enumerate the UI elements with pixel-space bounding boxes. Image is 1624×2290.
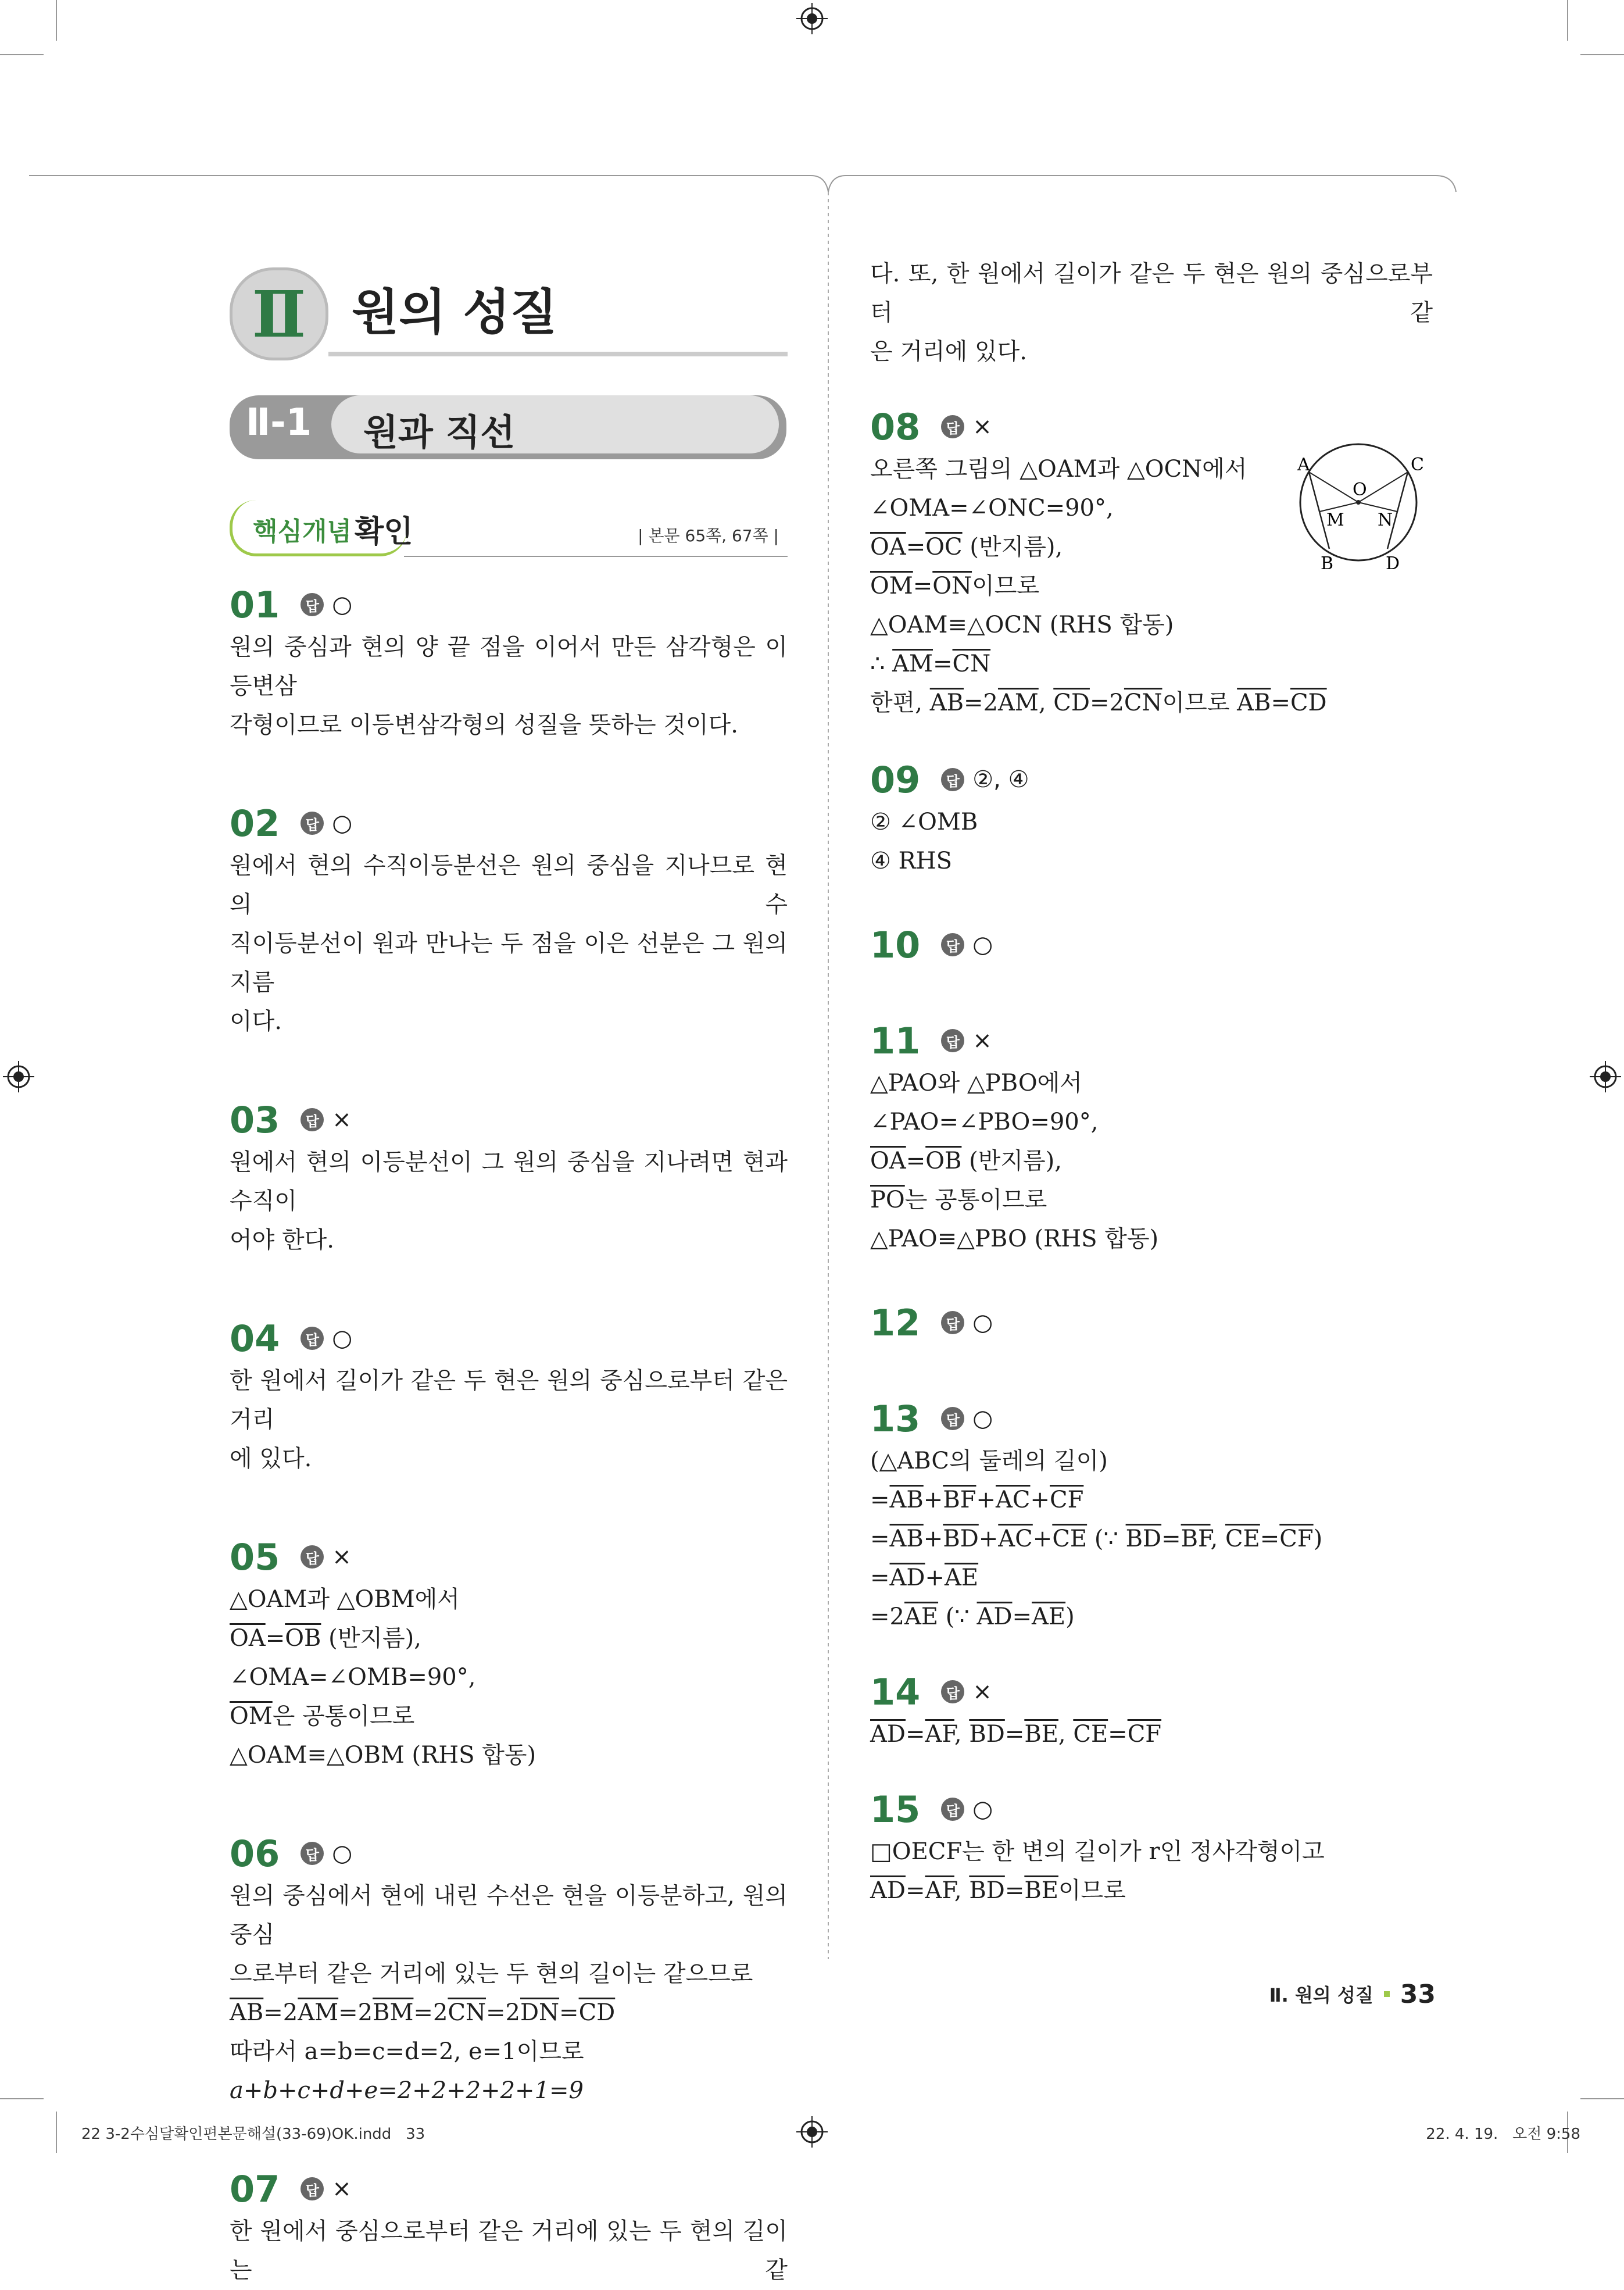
answer-value: ○: [972, 1796, 993, 1823]
concept-label: [230, 500, 790, 558]
chapter-title: 원의 성질: [352, 284, 557, 341]
figure-label: N: [1378, 510, 1393, 530]
answer-value: ○: [332, 1840, 353, 1867]
crop-mark: [1567, 0, 1568, 41]
crop-mark: [0, 54, 44, 55]
figure-label: M: [1326, 510, 1344, 530]
answer: [941, 1678, 992, 1705]
answer-value: ○: [332, 591, 353, 618]
answer: [301, 1325, 352, 1352]
answer: [941, 413, 992, 440]
question-number: 03: [230, 1098, 280, 1141]
answer: [941, 931, 993, 958]
text-line: $=\overline{AD}+\overline{AE}$: [870, 1564, 979, 1591]
answer: [941, 1405, 993, 1432]
answer-badge-icon: 답: [941, 415, 964, 438]
question-number: 12: [870, 1301, 921, 1344]
concept-label-main: 핵심개념: [253, 517, 352, 546]
text-line: ∠OMA=∠ONC=90°,: [870, 495, 1114, 521]
left-column: [230, 581, 788, 2290]
answer: [301, 1544, 352, 1570]
question-number: 07: [230, 2167, 280, 2210]
chapter-header: [230, 267, 790, 360]
text-line: a+b+c+d+e=2+2+2+2+1=9: [230, 2077, 584, 2104]
answer: [941, 1796, 993, 1823]
text-line: $\overline{AD}=\overline{AF}$, $\overline{BD}=\overline{BE}$이므로: [870, 1877, 1126, 1904]
answer: [941, 766, 1029, 793]
answer-badge-icon: 답: [301, 1108, 324, 1131]
page-number: 33: [1400, 1979, 1436, 2009]
text-line: 원에서 현의 수직이등분선은 원의 중심을 지나므로 현의 수: [230, 852, 788, 918]
question-number: 04: [230, 1317, 280, 1360]
crop-mark: [1580, 54, 1624, 55]
answer-badge-icon: 답: [301, 1842, 324, 1865]
crop-mark: [0, 2098, 44, 2099]
text-line: 오른쪽 그림의 △OAM과 △OCN에서: [870, 456, 1247, 483]
question-number: 10: [870, 923, 921, 966]
answer: [301, 1106, 352, 1133]
text-line: △PAO와 △PBO에서: [870, 1070, 1082, 1096]
answer-badge-icon: 답: [941, 933, 964, 956]
question-number: 06: [230, 1832, 280, 1875]
text-line: $\overline{AD}=\overline{AF}$, $\overline{BD}=\overline{BE}$, $\overline{CE}=\overline{CF}$: [870, 1721, 1162, 1748]
question-10: [870, 921, 1433, 968]
answer: [301, 810, 352, 837]
answer: [301, 2175, 352, 2202]
crop-mark: [56, 0, 57, 41]
answer-badge-icon: 답: [301, 812, 324, 835]
circle-figure: [1286, 438, 1437, 572]
question-14: [870, 1669, 1433, 1754]
answer-badge-icon: 답: [941, 1407, 964, 1430]
question-13: [870, 1395, 1433, 1637]
text-line: $\overline{PO}$는 공통이므로: [870, 1187, 1047, 1213]
right-column: [870, 255, 1433, 1910]
text-line: △OAM≡△OCN (RHS 합동): [870, 612, 1174, 638]
answer-value: ②, ④: [972, 766, 1029, 793]
text-line: $\overline{OM}=\overline{ON}$이므로: [870, 573, 1039, 599]
question-number: 13: [870, 1397, 921, 1440]
text-line: 원에서 현의 이등분선이 그 원의 중심을 지나려면 현과 수직이: [230, 1149, 788, 1214]
answer-badge-icon: 답: [301, 593, 324, 616]
section-code: Ⅱ-1: [246, 401, 312, 444]
answer-value: ×: [332, 1544, 352, 1570]
text-line: 다. 또, 한 원에서 길이가 같은 두 현은 원의 중심으로부터 같: [870, 260, 1433, 326]
question-11: [870, 1017, 1433, 1259]
question-06: [230, 1830, 788, 2110]
footer-chapter: Ⅱ. 원의 성질: [1269, 1984, 1373, 2006]
concept-label-sub: 확인: [355, 515, 413, 549]
section-bar: [230, 395, 786, 459]
answer-badge-icon: 답: [941, 1798, 964, 1821]
text-line: 따라서 a=b=c=d=2, e=1이므로: [230, 2038, 584, 2065]
answer: [941, 1027, 992, 1054]
question-09: [870, 756, 1433, 881]
text-line: $=\overline{AB}+\overline{BD}+\overline{AC}+\overline{CE}$ (∵ $\overline{BD}=\overline{BF}$, $\overline{CE}=\overline{CF}$): [870, 1526, 1323, 1552]
answer: [301, 1840, 352, 1867]
answer-value: ×: [332, 2175, 352, 2202]
answer-value: ○: [972, 931, 993, 958]
answer-value: ×: [332, 1106, 352, 1133]
chapter-numeral: Ⅱ: [252, 276, 306, 352]
question-05: [230, 1534, 788, 1775]
concept-page-ref: | 본문 65쪽, 67쪽 |: [638, 526, 779, 545]
registration-mark-icon: [796, 3, 828, 34]
text-line: 에 있다.: [230, 1445, 312, 1472]
answer-badge-icon: 답: [301, 2177, 324, 2200]
question-04: [230, 1315, 788, 1478]
slug-file: 22 3-2수심달확인편본문해설(33-69)OK.indd 33: [81, 2125, 425, 2143]
answer-badge-icon: 답: [941, 1029, 964, 1052]
text-line: (△ABC의 둘레의 길이): [870, 1448, 1108, 1474]
text-line: □OECF는 한 변의 길이가 r인 정사각형이고: [870, 1838, 1325, 1865]
answer-value: ×: [972, 413, 992, 440]
text-line: 한 원에서 중심으로부터 같은 거리에 있는 두 현의 길이는 같: [230, 2218, 788, 2284]
text-line: ∠PAO=∠PBO=90°,: [870, 1109, 1099, 1135]
text-line: 원의 중심에서 현에 내린 수선은 현을 이등분하고, 원의 중심: [230, 1882, 788, 1948]
registration-mark-icon: [796, 2116, 828, 2148]
answer-badge-icon: 답: [941, 768, 964, 791]
text-line: ∴ $\overline{AM}=\overline{CN}$: [870, 651, 991, 677]
question-number: 08: [870, 405, 921, 448]
question-02: [230, 800, 788, 1041]
question-number: 02: [230, 802, 280, 845]
answer-value: ×: [972, 1027, 992, 1054]
crop-mark: [1580, 2098, 1624, 2099]
question-number: 14: [870, 1670, 921, 1713]
figure-label: C: [1411, 455, 1424, 475]
chapter-numeral-badge: [230, 267, 328, 360]
question-15: [870, 1786, 1433, 1910]
footer-square-icon: [1384, 1991, 1390, 1997]
answer-value: ×: [972, 1678, 992, 1705]
question-number: 01: [230, 583, 280, 626]
answer-badge-icon: 답: [941, 1311, 964, 1334]
answer-badge-icon: 답: [301, 1545, 324, 1569]
text-line: ④ RHS: [870, 848, 952, 874]
question-12: [870, 1299, 1433, 1346]
answer-badge-icon: 답: [301, 1327, 324, 1350]
answer-value: ○: [972, 1405, 993, 1432]
text-line: 원의 중심과 현의 양 끝 점을 이어서 만든 삼각형은 이등변삼: [230, 634, 788, 699]
question-08: [870, 403, 1433, 723]
text-line: 은 거리에 있다.: [870, 338, 1027, 365]
figure-label: D: [1386, 553, 1400, 572]
section-title: 원과 직선: [363, 411, 516, 453]
answer: [941, 1309, 993, 1336]
text-line: 각형이므로 이등변삼각형의 성질을 뜻하는 것이다.: [230, 712, 739, 738]
question-07: [230, 2166, 788, 2290]
question-01: [230, 581, 788, 745]
text-line: $\overline{OA}=\overline{OC}$ (반지름),: [870, 534, 1063, 560]
text-line: △OAM≡△OBM (RHS 합동): [230, 1742, 536, 1769]
answer-badge-icon: 답: [941, 1680, 964, 1703]
text-line: ∠OMA=∠OMB=90°,: [230, 1664, 476, 1691]
text-line: 어야 한다.: [230, 1227, 334, 1253]
slug-date: 22. 4. 19. 오전 9:58: [1426, 2125, 1580, 2143]
page-footer: [1250, 1977, 1436, 2012]
figure-label: O: [1353, 480, 1367, 500]
text-line: $=\overline{AB}+\overline{BF}+\overline{AC}+\overline{CF}$: [870, 1487, 1084, 1513]
text-line: △OAM과 △OBM에서: [230, 1586, 460, 1613]
answer-value: ○: [332, 1325, 353, 1352]
answer-value: ○: [332, 810, 353, 837]
figure-label: A: [1297, 455, 1310, 475]
text-line: 이다.: [230, 1008, 282, 1035]
answer: [301, 591, 352, 618]
text-line: $\overline{OM}$은 공통이므로: [230, 1703, 415, 1730]
text-line: $\overline{AB}=2\overline{AM}=2\overline{BM}=2\overline{CN}=2\overline{DN}=\overline{CD}$: [230, 1999, 616, 2026]
question-number: 09: [870, 758, 921, 801]
question-number: 15: [870, 1788, 921, 1831]
question-number: 11: [870, 1019, 921, 1062]
text-line: $=2\overline{AE}$ (∵ $\overline{AD}=\overline{AE}$): [870, 1603, 1075, 1630]
text-line: $\overline{OA}=\overline{OB}$ (반지름),: [230, 1625, 421, 1652]
question-number: 05: [230, 1535, 280, 1578]
text-line: 으로부터 같은 거리에 있는 두 현의 길이는 같으므로: [230, 1960, 753, 1987]
text-line: ② ∠OMB: [870, 809, 978, 835]
text-line: $\overline{OA}=\overline{OB}$ (반지름),: [870, 1148, 1062, 1174]
text-line: 한편, $\overline{AB}=2\overline{AM}$, $\overline{CD}=2\overline{CN}$이므로 $\overline{AB}=\overline{CD}$: [870, 689, 1327, 716]
question-03: [230, 1096, 788, 1260]
figure-label: B: [1321, 553, 1334, 572]
crop-mark: [56, 2112, 57, 2153]
text-line: 직이등분선이 원과 만나는 두 점을 이은 선분은 그 원의 지름: [230, 930, 788, 996]
answer-value: ○: [972, 1309, 993, 1336]
text-line: 한 원에서 길이가 같은 두 현은 원의 중심으로부터 같은 거리: [230, 1367, 788, 1433]
text-line: △PAO≡△PBO (RHS 합동): [870, 1226, 1159, 1252]
